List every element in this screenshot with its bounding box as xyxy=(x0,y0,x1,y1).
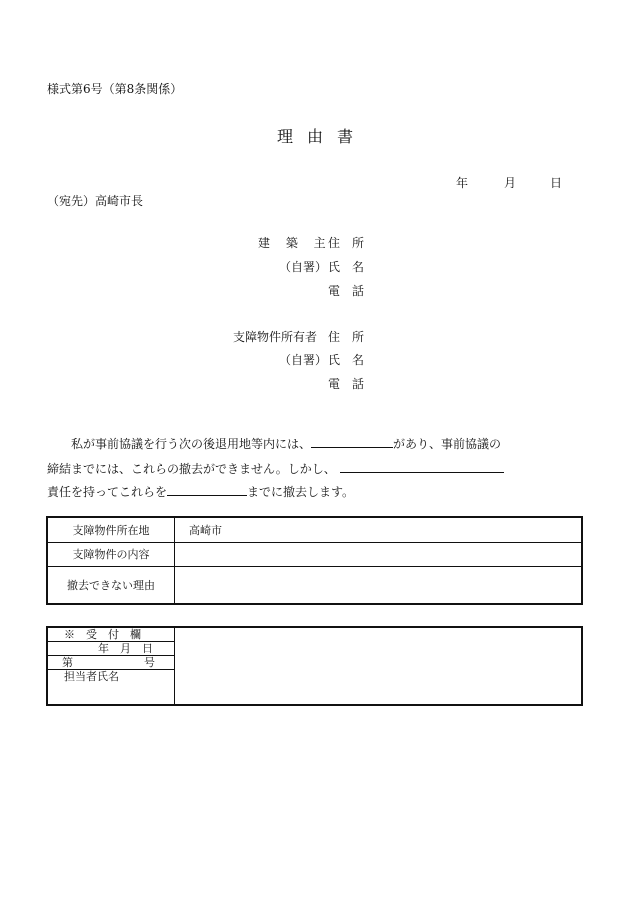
statement-line-3 xyxy=(47,483,354,500)
applicant-address-label: 住 所 xyxy=(328,236,365,250)
reception-title: ※ 受 付 欄 xyxy=(48,628,174,642)
blank-obstacle[interactable] xyxy=(311,435,393,448)
owner-name-label: 氏 名 xyxy=(328,353,365,367)
reception-left-column xyxy=(47,627,175,705)
owner-role: 支障物件所有者 xyxy=(233,330,318,344)
reception-box xyxy=(46,626,583,706)
obstacle-location-label: 支障物件所在地 xyxy=(47,517,175,542)
applicant-name-label: 氏 名 xyxy=(328,260,365,274)
page-title: 理由書 xyxy=(276,127,367,146)
reception-staff-label: 担当者氏名 xyxy=(64,670,119,683)
details-table xyxy=(46,516,583,605)
blank-deadline[interactable] xyxy=(167,483,247,496)
addressee: （宛先）高崎市長 xyxy=(47,194,144,208)
reception-date-row: 年 月 日 xyxy=(48,642,174,656)
reception-number-suffix: 号 xyxy=(144,656,155,669)
obstacle-content-value[interactable] xyxy=(175,542,583,566)
applicant-phone-label: 電 話 xyxy=(328,284,365,298)
statement-line3-before: 責任を持ってこれらを xyxy=(47,485,168,499)
reason-label: 撤去できない理由 xyxy=(47,566,175,604)
statement-line1-after: があり、事前協議の xyxy=(393,437,502,451)
reception-stamp-area[interactable] xyxy=(175,627,583,705)
blank-commitment[interactable] xyxy=(340,460,504,473)
owner-signature-note: （自署） xyxy=(279,353,328,367)
reception-number-row xyxy=(48,656,174,670)
date-year-label: 年 xyxy=(456,176,469,190)
table-row xyxy=(47,517,582,542)
owner-phone-label: 電 話 xyxy=(328,377,365,391)
applicant-signature-note: （自署） xyxy=(279,260,328,274)
reason-value[interactable] xyxy=(175,566,583,604)
date-month-label: 月 xyxy=(504,176,517,190)
statement-line2-before: 締結までには、これらの撤去ができません。しかし、 xyxy=(47,462,336,476)
reception-number-prefix: 第 xyxy=(62,656,73,669)
applicant-role: 建 築 主 xyxy=(258,236,332,250)
obstacle-location-value[interactable]: 高崎市 xyxy=(175,517,583,542)
statement-line1-before: 私が事前協議を行う次の後退用地等内には、 xyxy=(71,437,312,451)
statement-line-2 xyxy=(47,460,504,477)
statement-line-1 xyxy=(47,435,501,452)
reception-subtable xyxy=(48,628,174,698)
table-row xyxy=(47,542,582,566)
date-day-label: 日 xyxy=(550,176,563,190)
table-row xyxy=(47,566,582,604)
owner-address-label: 住 所 xyxy=(328,330,365,344)
obstacle-content-label: 支障物件の内容 xyxy=(47,542,175,566)
statement-line3-after: までに撤去します。 xyxy=(247,485,355,499)
form-number: 様式第6号（第8条関係） xyxy=(47,82,183,96)
